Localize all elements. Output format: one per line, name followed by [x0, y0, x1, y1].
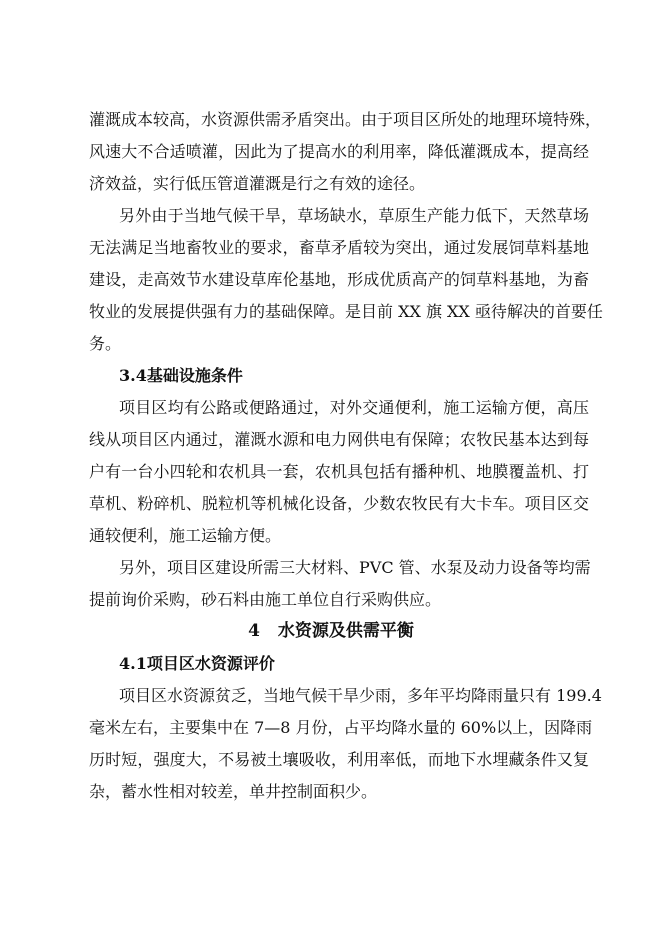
paragraph-line: 草机、粉碎机、脱粒机等机械化设备，少数农牧民有大卡车。项目区交: [89, 494, 589, 513]
paragraph-line: 项目区水资源贫乏，当地气候干旱少雨，多年平均降雨量只有 199.4: [119, 686, 602, 705]
paragraph-line: 济效益，实行低压管道灌溉是行之有效的途径。: [89, 174, 426, 193]
paragraph-line: 项目区均有公路或便路通过，对外交通便利，施工运输方便，高压: [119, 398, 589, 417]
paragraph-line: 另外，项目区建设所需三大材料、PVC 管、水泵及动力设备等均需: [119, 558, 591, 577]
paragraph-line: 灌溉成本较高，水资源供需矛盾突出。由于项目区所处的地理环境特殊，: [89, 110, 602, 129]
paragraph-line: 通较便利，施工运输方便。: [89, 526, 282, 545]
paragraph-line: 另外由于当地气候干旱，草场缺水，草原生产能力低下，天然草场: [119, 206, 589, 225]
section-heading-3-4: 3.4基础设施条件: [119, 366, 243, 385]
paragraph-line: 户有一台小四轮和农机具一套，农机具包括有播种机、地膜覆盖机、打: [89, 462, 589, 481]
paragraph-line: 毫米左右，主要集中在 7—8 月份，占平均降水量的 60%以上，因降雨: [89, 718, 593, 737]
paragraph-line: 线从项目区内通过，灌溉水源和电力网供电有保障；农牧民基本达到每: [89, 430, 589, 449]
paragraph-line: 提前询价采购，砂石料由施工单位自行采购供应。: [89, 590, 442, 609]
chapter-number: 4: [248, 621, 260, 641]
chapter-title: 水资源及供需平衡: [277, 621, 414, 641]
paragraph-line: 无法满足当地畜牧业的要求，畜草矛盾较为突出，通过发展饲草料基地: [89, 238, 589, 257]
paragraph-line: 历时短，强度大，不易被土壤吸收，利用率低，而地下水埋藏条件又复: [89, 750, 589, 769]
paragraph-line: 务。: [89, 334, 122, 353]
paragraph-line: 建设，走高效节水建设草库伦基地，形成优质高产的饲草料基地，为畜: [89, 270, 589, 289]
paragraph-line: 风速大不合适喷灌，因此为了提高水的利用率，降低灌溉成本，提高经: [89, 142, 589, 161]
paragraph-line: 杂，蓄水性相对较差，单井控制面积少。: [89, 782, 378, 801]
section-heading-4-1: 4.1项目区水资源评价: [119, 654, 275, 673]
paragraph-line: 牧业的发展提供强有力的基础保障。是目前 XX 旗 XX 亟待解决的首要任: [89, 302, 603, 321]
chapter-heading-4: [0, 620, 662, 642]
